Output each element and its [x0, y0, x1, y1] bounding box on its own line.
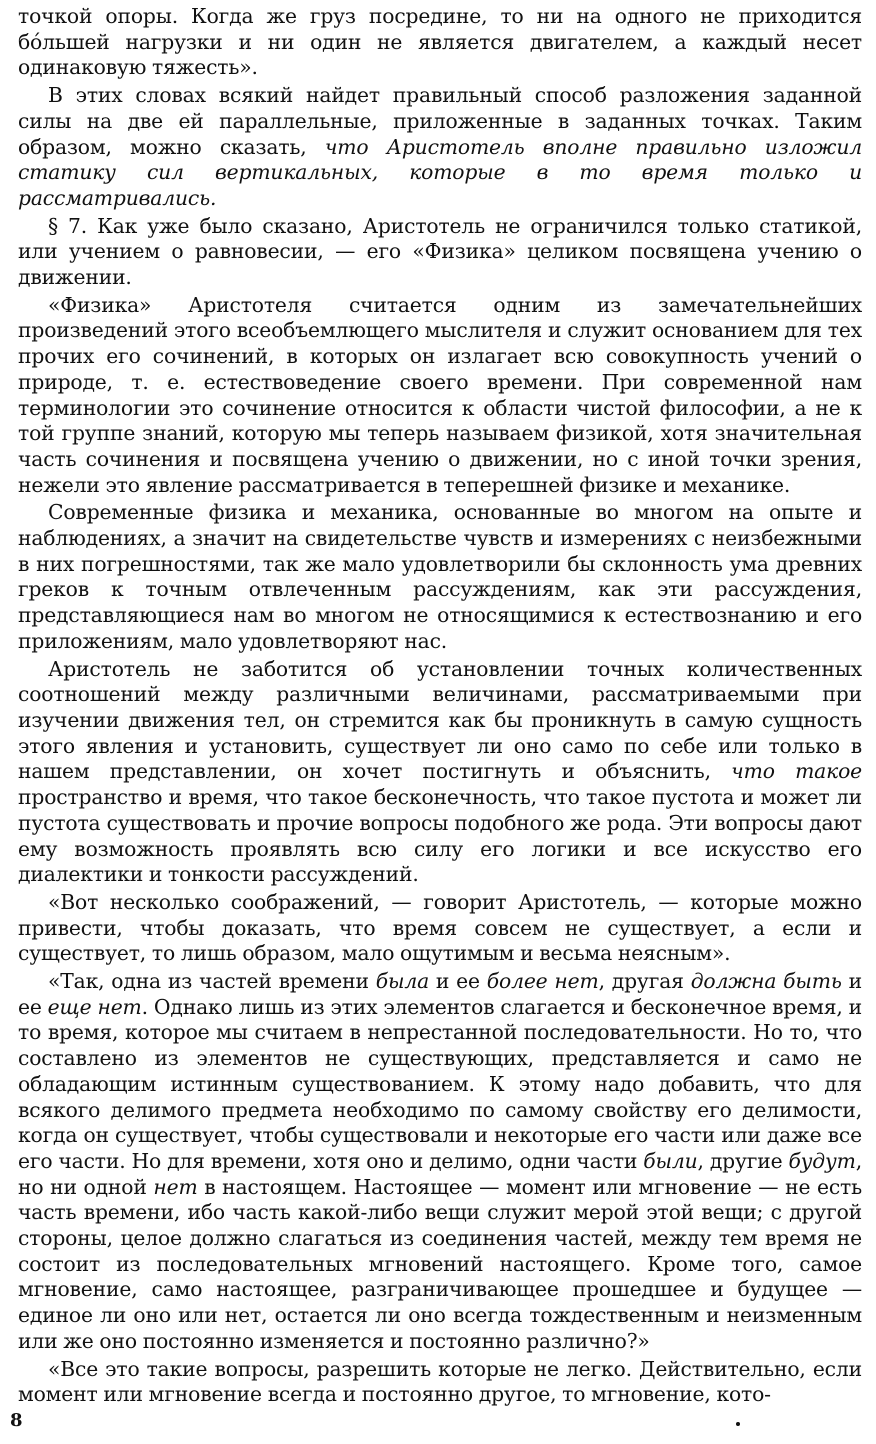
page-number: 8 — [10, 1410, 23, 1431]
text-run: точкой опоры. Когда же груз посредине, то ни на одного не приходится бóльшей нагрузки и ни один не является двигателем, а каждый несет одинаковую тяжесть». — [18, 4, 862, 80]
text-run: «Физика» Аристотеля считается одним из замечательнейших произведений этого всеобъемлющего мыслителя и служит основанием для тех прочих его сочинений, в которых он излагает всю совокупность учений о природе, т. е. естествоведение своего времени. При современной нам терминологии это сочинение относится к области чистой философии, а не к той группе знаний, которую мы теперь называем физикой, хотя значительная часть сочинения и посвящена учению о движении, но с иной точки зрения, нежели это явление рассматривается в теперешней физике и механике. — [18, 292, 862, 497]
paragraph — [18, 969, 862, 1355]
text-run: В этих словах всякий найдет правильный способ разложения заданной силы на две ей параллельные, приложенные в заданных точках. Таким образом, можно сказать, — [18, 83, 862, 159]
text-run: . Однако лишь из этих элементов слагается и бесконечное время, и то время, которое мы считаем в непрестанной последовательности. Но то, что составлено из элементов не существующих, представляется и само не обладающим истинным существованием. К этому надо добавить, что для всякого делимого предмета необходимо по самому свойству его делимости, когда он существует, чтобы существовали и некоторые его части или даже все его части. Но для времени, хотя оно и делимо, одни части — [18, 994, 862, 1173]
paragraph — [18, 1357, 862, 1408]
emph: что Аристотель вполне правильно изложил статику сил вертикальных, которые в то время только и рассматривались. — [18, 134, 863, 210]
emph: были — [643, 1148, 698, 1173]
paragraph — [18, 890, 862, 967]
emph: будут — [788, 1148, 856, 1173]
text-run: пространство и время, что такое бесконечность, что такое пустота и может ли пустота существовать и прочие вопросы подобного же рода. Эти вопросы дают ему возможность проявлять всю силу его логики и все искусство его диалектики и тонкости рассуждений. — [18, 785, 862, 887]
text-run: , другая — [598, 969, 691, 994]
paragraph — [18, 4, 862, 81]
text-run: в настоящем. Настоящее — момент или мгновение — не есть часть времени, ибо часть какой-либо вещи служит мерой этой вещи; с другой стороны, целое должно слагаться из соединения частей, между тем время не состоит из последовательных мгновений настоящего. Кроме того, самое мгновение, само настоящее, разграничивающее прошедшее и будущее — единое ли оно или нет, остается ли оно всегда тождественным и неизменным или же оно постоянно изменяется и постоянно различно?» — [18, 1174, 863, 1353]
paragraph — [18, 83, 862, 212]
print-speck — [736, 1422, 740, 1426]
text-run: § 7. Как уже было сказано, Аристотель не ограничился только статикой, или учением о равновесии, — его «Физика» целиком посвящена учению о движении. — [18, 213, 862, 290]
emph: более нет — [486, 969, 599, 994]
text-run: Аристотель не заботится об установлении точных количественных соотношений между различными величинами, рассматриваемыми при изучении движения тел, он стремится как бы проникнуть в самую сущность этого явления и установить, существует ли оно само по себе или только в нашем представлении, он хочет постигнуть и объяснить, — [18, 656, 862, 784]
text-run: Современные физика и механика, основанные во многом на опыте и наблюдениях, а значит на свидетельстве чувств и измерениях с неизбежными в них погрешностями, так же мало удовлетворили бы склонность ума древних греков к точным отвлеченным рассуждениям, как эти рассуждения, представляющиеся нам во многом не относящимися к естествознанию и его приложениям, мало удовлетворяют нас. — [18, 500, 862, 653]
text-run: , но ни одной — [18, 1148, 862, 1199]
page-text — [18, 4, 862, 1408]
emph: что такое — [731, 759, 862, 784]
text-run: , другие — [697, 1148, 789, 1173]
text-run: и ее — [18, 969, 862, 1019]
paragraph — [18, 500, 862, 654]
emph: была — [375, 969, 430, 994]
text-run: «Так, одна из частей времени — [48, 969, 376, 994]
emph: должна быть — [690, 969, 842, 994]
paragraph — [18, 293, 862, 499]
emph: еще нет — [47, 994, 142, 1019]
text-run: и ее — [429, 969, 487, 994]
text-run: «Вот несколько соображений, — говорит Аристотель, — которые можно привести, чтобы доказать, что время совсем не существует, а если и существует, то лишь образом, мало ощутимым и весьма неясным». — [18, 889, 862, 966]
paragraph — [18, 657, 862, 888]
paragraph — [18, 214, 862, 291]
text-run: «Все это такие вопросы, разрешить которые не легко. Действительно, если момент или мгновение всегда и постоянно другое, то мгновение, кото- — [18, 1356, 862, 1407]
emph: нет — [153, 1174, 198, 1199]
